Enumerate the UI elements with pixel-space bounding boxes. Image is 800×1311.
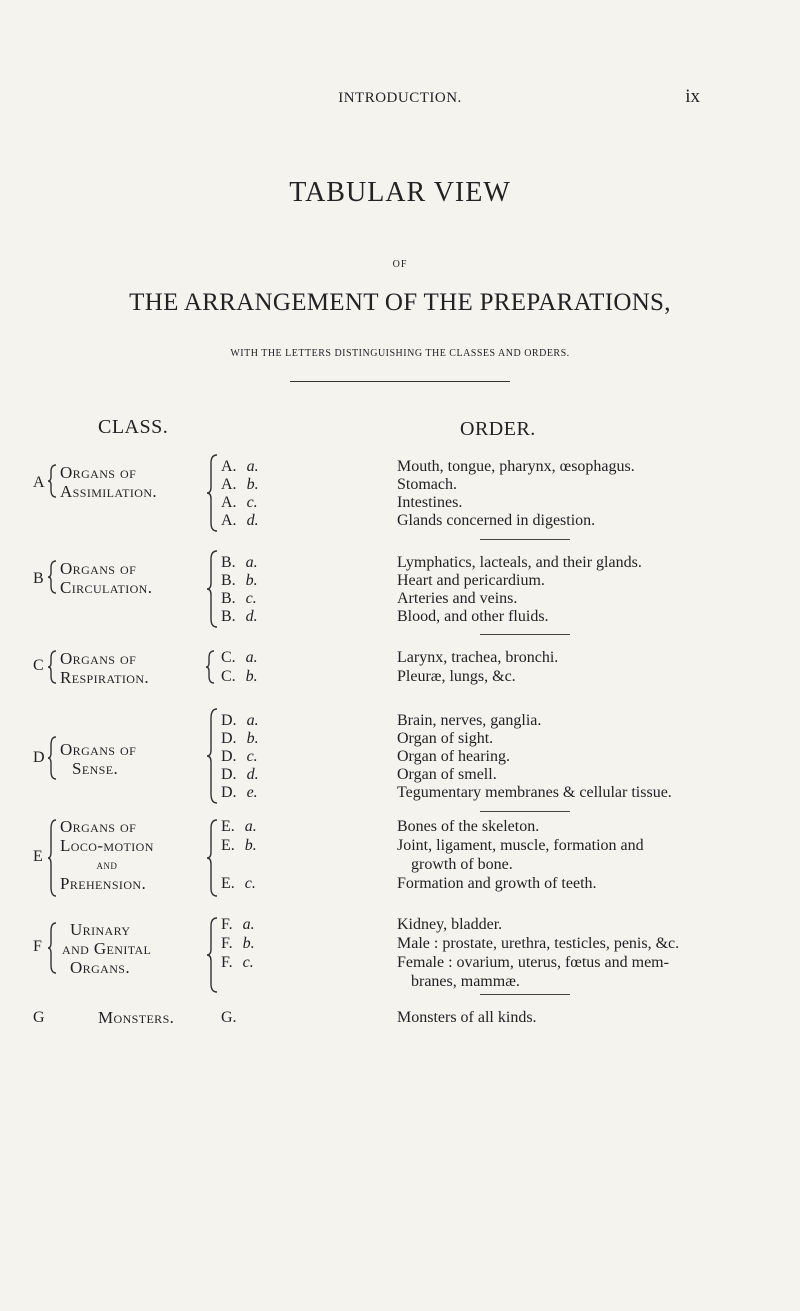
left-brace-icon: [48, 650, 58, 684]
running-head-title: INTRODUCTION.: [338, 90, 462, 106]
order-description: Organ of smell.: [397, 766, 497, 783]
divider-rule: [290, 381, 510, 382]
class-column-header: CLASS.: [98, 416, 169, 438]
left-brace-icon: [48, 736, 58, 780]
order-description: Heart and pericardium.: [397, 572, 545, 589]
class-letter: A: [33, 474, 45, 491]
order-code: C. b.: [221, 668, 258, 685]
class-letter: G: [33, 1009, 45, 1026]
class-name: Organs of Loco-motion and Prehension.: [60, 817, 154, 893]
order-code: D. b.: [221, 730, 259, 747]
order-code: B. d.: [221, 608, 258, 625]
order-code: A. d.: [221, 512, 259, 529]
order-description: Tegumentary membranes & cellular tissue.: [397, 784, 672, 801]
order-column-header: ORDER.: [460, 418, 536, 440]
class-letter: C: [33, 657, 44, 674]
right-brace-icon: [206, 917, 218, 993]
order-description: Bones of the skeleton.: [397, 818, 540, 835]
class-name: Organs of Respiration.: [60, 649, 150, 687]
left-brace-icon: [48, 819, 58, 897]
order-code: F. c.: [221, 954, 254, 971]
order-code: D. a.: [221, 712, 259, 729]
order-code: F. b.: [221, 935, 255, 952]
right-brace-icon: [206, 819, 218, 897]
right-brace-icon: [206, 550, 218, 628]
order-description: Lymphatics, lacteals, and their glands.: [397, 554, 642, 571]
subtitle-note: WITH THE LETTERS DISTINGUISHING THE CLASSES AND ORDERS.: [230, 348, 570, 359]
section-rule: [480, 634, 570, 635]
order-code: A. b.: [221, 476, 259, 493]
order-description: Pleuræ, lungs, &c.: [397, 668, 516, 685]
order-description: Kidney, bladder.: [397, 916, 503, 933]
order-description: Organ of sight.: [397, 730, 494, 747]
order-description: Female : ovarium, uterus, fœtus and mem-: [397, 954, 669, 971]
order-code: E. c.: [221, 875, 256, 892]
class-letter: F: [33, 938, 42, 955]
order-code: F. a.: [221, 916, 255, 933]
order-description: Mouth, tongue, pharynx, œsophagus.: [397, 458, 635, 475]
order-code: G.: [221, 1009, 237, 1026]
section-rule: [480, 994, 570, 995]
order-description: Stomach.: [397, 476, 457, 493]
order-code: D. c.: [221, 748, 258, 765]
class-letter: B: [33, 570, 44, 587]
section-rule: [480, 539, 570, 540]
order-code: A. a.: [221, 458, 259, 475]
section-rule: [480, 811, 570, 812]
order-description: Joint, ligament, muscle, formation and: [397, 837, 644, 854]
order-code: B. c.: [221, 590, 257, 607]
title-connector: OF: [392, 259, 408, 270]
class-name: Organs of Circulation.: [60, 559, 153, 597]
order-description: Brain, nerves, ganglia.: [397, 712, 542, 729]
order-description-continued: growth of bone.: [411, 856, 513, 873]
page-number: ix: [685, 86, 700, 107]
order-code: E. a.: [221, 818, 257, 835]
left-brace-icon: [48, 922, 58, 974]
order-description: Monsters of all kinds.: [397, 1009, 537, 1026]
right-brace-icon: [206, 708, 218, 804]
order-description: Larynx, trachea, bronchi.: [397, 649, 559, 666]
left-brace-icon: [48, 464, 58, 498]
class-letter: D: [33, 749, 45, 766]
order-description: Blood, and other fluids.: [397, 608, 549, 625]
page-title: TABULAR VIEW: [289, 177, 511, 208]
order-description: Male : prostate, urethra, testicles, penis, &c.: [397, 935, 680, 952]
class-name: Organs of Sense.: [60, 740, 137, 778]
right-brace-icon: [206, 454, 218, 532]
order-code: E. b.: [221, 837, 257, 854]
order-code: D. e.: [221, 784, 258, 801]
order-description: Organ of hearing.: [397, 748, 510, 765]
order-description-continued: branes, mammæ.: [411, 973, 520, 990]
order-description: Arteries and veins.: [397, 590, 518, 607]
order-code: B. a.: [221, 554, 258, 571]
left-brace-icon: [48, 560, 58, 594]
order-code: D. d.: [221, 766, 259, 783]
order-code: C. a.: [221, 649, 258, 666]
order-description: Formation and growth of teeth.: [397, 875, 597, 892]
order-code: B. b.: [221, 572, 258, 589]
left-brace-icon: [206, 650, 216, 684]
class-name: Urinary and Genital Organs.: [62, 920, 152, 977]
page-subtitle: THE ARRANGEMENT OF THE PREPARATIONS,: [129, 289, 671, 316]
order-description: Glands concerned in digestion.: [397, 512, 596, 529]
class-letter: E: [33, 848, 43, 865]
order-code: A. c.: [221, 494, 258, 511]
class-name: Monsters.: [98, 1008, 175, 1027]
class-name: Organs of Assimilation.: [60, 463, 158, 501]
order-description: Intestines.: [397, 494, 463, 511]
